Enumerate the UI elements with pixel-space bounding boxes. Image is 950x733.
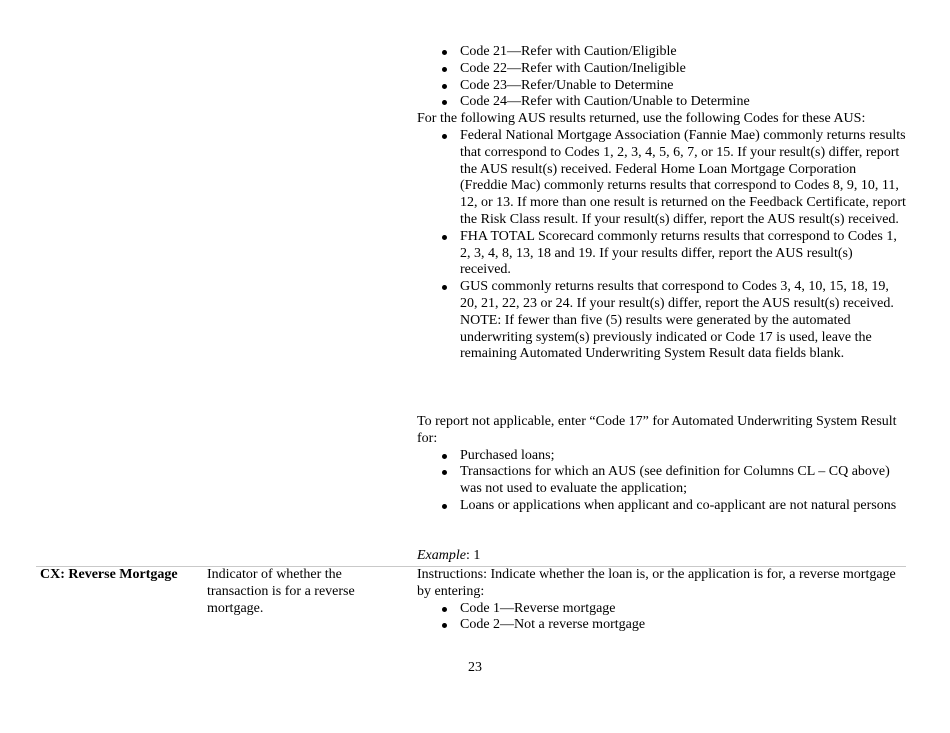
example-value: : 1 (465, 548, 481, 563)
list-item: Code 21—Refer with Caution/Eligible (417, 44, 907, 61)
continuation-codes-block (417, 44, 907, 363)
list-item: Purchased loans; (417, 448, 907, 465)
example-label: Example (417, 548, 466, 563)
list-item: Code 23—Refer/Unable to Determine (417, 78, 907, 95)
list-item: Code 22—Refer with Caution/Ineligible (417, 61, 907, 78)
list-item: Loans or applications when applicant and co-applicant are not natural persons (417, 498, 907, 515)
aus-intro: For the following AUS results returned, use the following Codes for these AUS: (417, 111, 866, 127)
codes-list (417, 44, 907, 111)
not-applicable-block (417, 414, 907, 515)
instructions-text: Instructions: Indicate whether the loan is, or the application is for, a reverse mortgage by entering: (417, 567, 896, 599)
field-description: Indicator of whether the transaction is for a reverse mortgage. (207, 567, 355, 616)
list-item: Code 24—Refer with Caution/Unable to Determine (417, 94, 907, 111)
list-item (417, 279, 907, 363)
field-name: CX: Reverse Mortgage (40, 567, 178, 582)
page-number: 23 (468, 660, 482, 675)
aus-gus-text: GUS commonly returns results that correspond to Codes 3, 4, 10, 15, 18, 19, 20, 21, 22, 23 or 24. If your result(s) differ, report the AUS result(s) received. (460, 279, 894, 311)
reverse-codes-list (417, 601, 907, 635)
field-instructions (417, 567, 907, 634)
list-item: Code 2—Not a reverse mortgage (417, 617, 907, 634)
list-item: FHA TOTAL Scorecard commonly returns results that correspond to Codes 1, 2, 3, 4, 8, 13, 18 and 19. If your results differ, report the AUS result(s) received. (417, 229, 907, 279)
na-list (417, 448, 907, 515)
example-line (417, 548, 907, 565)
aus-list (417, 128, 907, 363)
list-item: Code 1—Reverse mortgage (417, 601, 907, 618)
list-item: Transactions for which an AUS (see definition for Columns CL – CQ above) was not used to evaluate the application; (417, 464, 907, 498)
na-intro: To report not applicable, enter “Code 17” for Automated Underwriting System Result for: (417, 414, 897, 446)
note-text: NOTE: If fewer than five (5) results were generated by the automated underwriting system(s) previously indicated or Code 17 is used, leave the remaining Automated Underwriting System Result data fields blank. (460, 312, 872, 362)
list-item: Federal National Mortgage Association (Fannie Mae) commonly returns results that correspond to Codes 1, 2, 3, 4, 5, 6, 7, or 15. If your result(s) differ, report the AUS result(s) received. Federal Home Loan Mortgage Corporation (Freddie Mac) commonly returns results that correspond to Codes 8, 9, 10, 11, 12, or 13. If more than one result is returned on the Feedback Certificate, report the Risk Class result. If your result(s) differ, report the AUS result(s) received. (417, 128, 907, 229)
